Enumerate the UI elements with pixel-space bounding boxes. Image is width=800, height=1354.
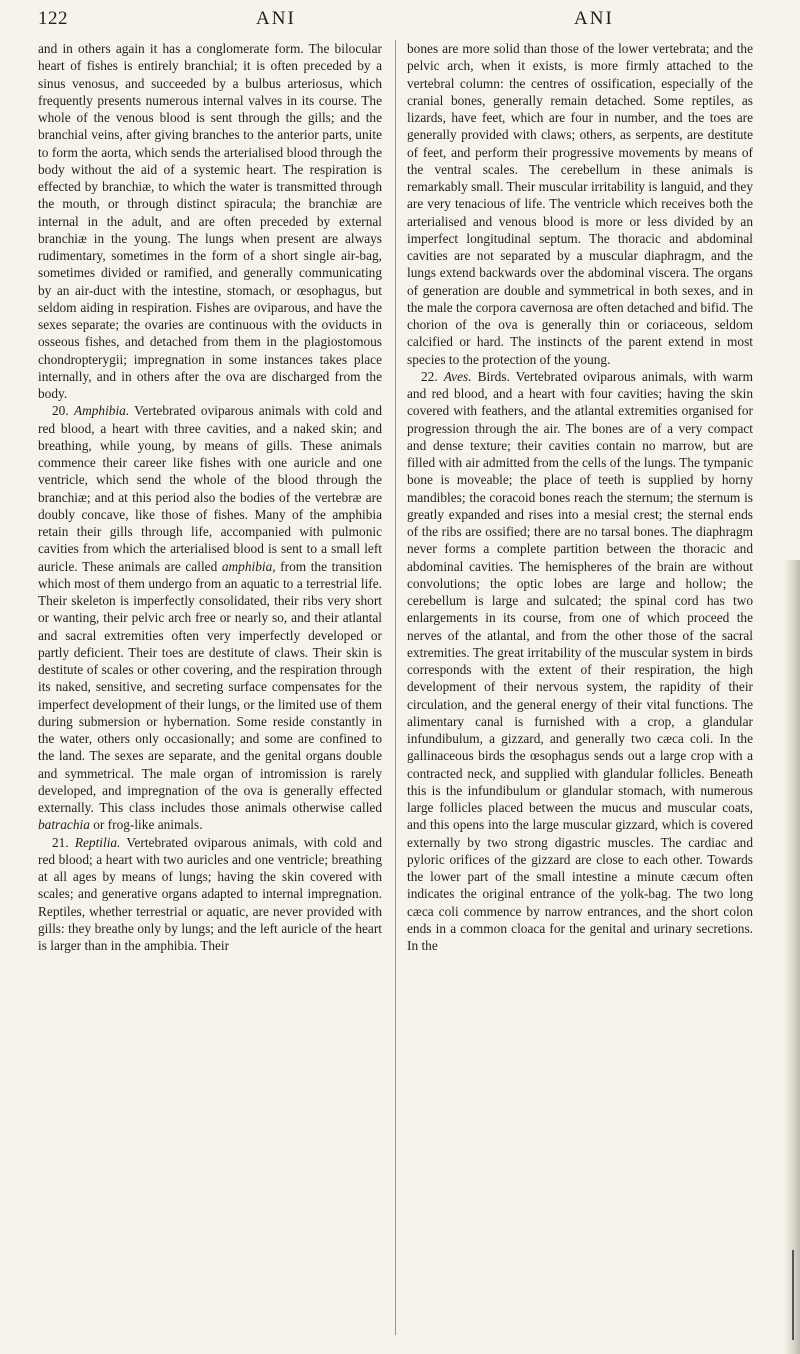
paragraph-fishes-continued: and in others again it has a conglomerate form. The bilocular heart of fishes is entirely branchial; it is often preceded by a sinus venosus, and succeeded by a bulbus arteriosus, which frequently presents numerous internal valves in its course. The whole of the venous blood is sent through the gills; and the branchial veins, after giving branches to the anterior parts, unite to form the aorta, which sends the arterialised blood through the body without the aid of a systemic heart. The respiration is effected by branchiæ, to which the water is transmitted through the mouth, or through distinct spiracula; the branchiæ are internal in the adult, and are often preceded by external branchiæ in the young. The lungs when present are always rudimentary, sometimes in the form of a short single air-bag, sometimes divided or ramified, and generally communicating by an air-duct with the intestine, stomach, or œsophagus, but seldom aiding in respiration. Fishes are oviparous, and have the sexes separate; the ovaries are continuous with the oviducts in osseous fishes, and detached from them in the plagiostomous chondropterygii; impregnation in some instances takes place internally, and in others after the ova are discharged from the body. <box>38 41 382 401</box>
paragraph-reptilia-continued: bones are more solid than those of the lower vertebrata; and the pelvic arch, when it exists, is more firmly attached to the vertebral column: the centres of ossification, especially of the cranial bones, generally remain detached. Some reptiles, as lizards, have feet, which are four in number, and the toes are generally provided with claws; others, as serpents, are destitute of feet, and perform their progressive movements by means of the ventral scales. The cerebellum in these animals is remarkably small. Their muscular irritability is languid, and they are very tenacious of life. The ventricle which receives both the arterialised and venous blood is more or less divided by an imperfect longitudinal septum. The thoracic and abdominal cavities are not separated by a muscular diaphragm, and the lungs extend backwards over the abdominal viscera. The organs of generation are double and symmetrical in both sexes, and in the male the corpora cavernosa are often detached and bifid. The chorion of the ova is generally thin or coriaceous, seldom calcified or hard. The instincts of the parent extend in most species to the protection of the young. <box>407 41 753 367</box>
page-header <box>38 8 770 34</box>
page-edge-mark <box>792 1250 794 1340</box>
column-divider <box>395 40 396 1335</box>
running-head-right: ANI <box>574 8 614 29</box>
left-column <box>38 40 382 954</box>
running-head-left: ANI <box>256 8 296 29</box>
paragraph-aves: 22. Aves. Birds. Vertebrated oviparous animals, with warm and red blood, and a heart with four cavities; having the skin covered with feathers, and the atlantal extremities organised for progression through the air. The bones are of a very compact and dense texture; their cavities contain no marrow, but are filled with air admitted from the cells of the lungs. The tympanic bone is moveable; the place of teeth is supplied by horny mandibles; the coracoid bones reach the sternum; the sternum is greatly expanded and rises into a mesial crest; the sternal ends of the ribs are ossified; there are no tarsal bones. The diaphragm never forms a complete partition between the thoracic and abdominal cavities. The hemispheres of the brain are without convolutions; the optic lobes are large and hollow; the cerebellum is large and sulcated; the spinal cord has two enlargements in its course, from one of which proceed the nerves of the atlantal, and from the other those of the sacral extremities. The great irritability of the muscular system in birds corresponds with the extent of their respiration, the high development of their nervous system, the rapidity of their circulation, and the general energy of their vital functions. The alimentary canal is furnished with a crop, a glandular infundibulum, a gizzard, and generally two cæca coli. In the gallinaceous birds the œsophagus sends out a large crop with a contracted neck, and supplied with glandular follicles. Beneath this is the infundibulum or glandular stomach, with numerous large follicles placed between the mucus and muscular coats, and this opens into the large muscular gizzard, which is covered externally by two strong digastric muscles. The cardiac and pyloric orifices of the gizzard are close to each other. Towards the lower part of the small intestine a minute cæcum often indicates the original entrance of the yolk-bag. The two long cæca coli commence by narrow entrances, and the short colon ends in a common cloaca for the genital and urinary secretions. In the <box>407 368 754 953</box>
paragraph-reptilia: 21. Reptilia. Vertebrated oviparous animals, with cold and red blood; a heart with two auricles and one ventricle; breathing at all ages by means of lungs; having the skin covered with scales; and generative organs adapted to internal impregnation. Reptiles, whether terrestrial or aquatic, are never provided with gills: they breathe only by lungs; and the left auricle of the heart is larger than in the amphibia. Their <box>38 834 382 953</box>
paragraph-amphibia: 20. Amphibia. Vertebrated oviparous animals with cold and red blood, a heart with three cavities, and a naked skin; and breathing, while young, by means of gills. These animals commence their career like fishes with one auricle and one ventricle, which send the whole of the blood through the branchiæ; and at this period also the bodies of the vertebræ are doubly concave, like those of fishes. Many of the amphibia retain their gills through life, accompanied with pulmonic cavities from which the arterialised blood is sent to a small left auricle. These animals are called amphibia, from the transition which most of them undergo from an aquatic to a terrestrial life. Their skeleton is imperfectly consolidated, their ribs very short or wanting, their pelvic arch free or nearly so, and their atlantal and sacral extremities often very imperfectly developed or partly deficient. Their toes are destitute of claws. Their skin is destitute of scales or other covering, and the respiration through its naked, sensitive, and secreting surface compensates for the imperfect development of their lungs, or the limited use of them during submersion or hybernation. Some reside constantly in the water, others only occasionally; and some are confined to the land. The sexes are separate, and the genital organs double and symmetrical. The male organ of intromission is rarely developed, and impregnation of the ova is generally effected externally. This class includes those animals otherwise called batrachia or frog-like animals. <box>38 403 382 833</box>
right-column <box>407 40 753 954</box>
page-number: 122 <box>38 8 68 29</box>
page-edge-shadow <box>784 560 800 1354</box>
